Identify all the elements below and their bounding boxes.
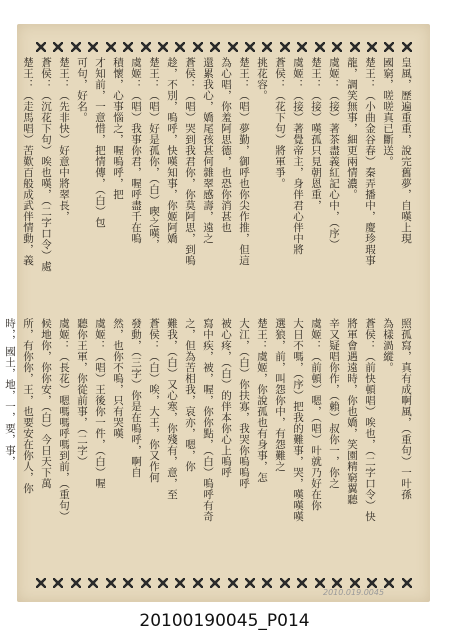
border-motif: [53, 578, 63, 588]
text-column: 為樣渦縱。: [382, 318, 394, 373]
border-motif: [297, 578, 307, 588]
border-motif: [228, 578, 238, 588]
archive-stamp: 2010.019.0045: [323, 588, 385, 597]
border-motif: [332, 578, 342, 588]
border-motif: [106, 42, 116, 52]
text-column: 積懷，心事惱之，喔嗚呼，把: [112, 57, 124, 200]
upper-text-block: [22, 57, 412, 307]
text-column: 龍，調笑無事，細更兩情濃。: [346, 57, 358, 200]
border-motif: [175, 42, 185, 52]
ornamental-border-top: [36, 42, 412, 52]
ornamental-border-bottom: [36, 578, 412, 588]
text-column: 時，，國土，地，一，要，事，: [4, 318, 16, 467]
border-motif: [210, 42, 220, 52]
text-column: 趁，不別，嗚呼，快嘆知事，你姬阿嬌: [166, 57, 178, 244]
text-column: 楚王：（唱）夢勤，御呼也你尖作推，但這: [238, 57, 250, 266]
border-motif: [53, 42, 63, 52]
text-column: 還累我心，嬌尾孩甚何雜翠感壽，遠之: [202, 57, 214, 244]
text-column: 蒼侯：（沉花下句）唉也嘆，（二字口令）處: [40, 57, 52, 272]
lower-text-block: [4, 318, 412, 570]
border-motif: [315, 578, 325, 588]
border-motif: [332, 42, 342, 52]
text-column: 楚王：虞姬，你說孤也有身事，怎: [256, 318, 268, 483]
text-column: 蒼侯：（白）唉，大王，你又作何: [148, 318, 160, 483]
border-motif: [36, 42, 46, 52]
text-column: 才知前，一意惜，把情傳，（白）包: [94, 57, 106, 228]
text-column: 候地你，你你安，（白）今日天下萬: [40, 318, 52, 489]
border-motif: [106, 578, 116, 588]
text-column: 虞姬：（接）著覺帝主，身伴君心伴中將: [292, 57, 304, 255]
text-column: 虞姬：（唱）我事你君，喔呼盡千在嗚: [130, 57, 142, 244]
text-column: 皇風，歷遍重重，說完舊夢，自嘆上現: [400, 57, 412, 244]
border-motif: [297, 42, 307, 52]
text-column: 發動，（三字）你是在嗚呼，啊自: [130, 318, 142, 478]
text-column: 挑花容。: [256, 57, 268, 101]
border-motif: [367, 42, 377, 52]
border-motif: [228, 42, 238, 52]
text-column: 楚王：（唱）好是孤你，（白）喫之嘆，: [148, 57, 160, 250]
border-motif: [280, 578, 290, 588]
text-column: 難我，（白）又心寒，你殘有，意，至: [166, 318, 178, 500]
border-motif: [193, 578, 203, 588]
border-motif: [123, 42, 133, 52]
text-column: 辛又疑唱你作，（賴）叔你一，你之: [328, 318, 340, 489]
border-motif: [158, 578, 168, 588]
text-column: 蒼侯：（花下句）將軍爭。: [274, 57, 286, 189]
text-column: 楚王：（小曲金谷春）秦弄播中，慶珍瑕事: [364, 57, 376, 266]
text-column: 虞姬：（唱）王後你一件，（白）喔: [94, 318, 106, 489]
border-motif: [193, 42, 203, 52]
text-column: 寫中疾，被，喔，你你點，（白）嗚呼有奇: [202, 318, 214, 522]
border-motif: [315, 42, 325, 52]
border-motif: [88, 578, 98, 588]
border-motif: [367, 578, 377, 588]
image-caption: 20100190045_P014: [139, 611, 310, 631]
text-column: 蒼侯：（前快頓唱）唉也，（二字口令）快: [364, 318, 376, 522]
text-column: 虞姬：（長花）嗯嗎嗎呼嗎到前，（重句）: [58, 318, 70, 522]
text-column: 蒼侯：（唱）哭到我君你，你莫阿思，到嗚: [184, 57, 196, 266]
border-motif: [210, 578, 220, 588]
border-motif: [36, 578, 46, 588]
text-column: 楚王：（走馬唱）苦歎百般成武伴情動，義: [22, 57, 34, 266]
text-column: 可句，好名。: [76, 57, 88, 123]
text-column: 國窮，嗟嗟真已斷送。: [382, 57, 394, 167]
border-motif: [350, 42, 360, 52]
text-column: 聽你王軍，你從前事，（二字）: [76, 318, 88, 467]
border-motif: [262, 578, 272, 588]
text-column: 為心唱，你羞阿思德，也恐你消甚也: [220, 57, 232, 233]
border-motif: [71, 42, 81, 52]
border-motif: [262, 42, 272, 52]
border-motif: [384, 42, 394, 52]
text-column: 虞姬：（接）著茶盡義紅記心中，（序）: [328, 57, 340, 250]
border-motif: [245, 42, 255, 52]
text-column: 虞姬：（前頓）嗯，（唱）叶就乃好在你: [310, 318, 322, 511]
text-column: 所，有你你，王，也要安在你人，你: [22, 318, 34, 494]
border-motif: [402, 578, 412, 588]
border-motif: [280, 42, 290, 52]
border-motif: [141, 42, 151, 52]
text-column: 大日不嗎，（序）把我的難事，哭，嘆嘆嘆: [292, 318, 304, 522]
border-motif: [123, 578, 133, 588]
border-motif: [71, 578, 81, 588]
border-motif: [384, 578, 394, 588]
text-column: 將軍會遇遠時，你也嬌，笑園精窮翼聽: [346, 318, 358, 505]
border-motif: [402, 42, 412, 52]
text-column: 大江，（白）你扶寡，我哭你嗚嗚呼: [238, 318, 250, 489]
border-motif: [350, 578, 360, 588]
text-column: 楚王：（接）嘆孤只見朝恩重，: [310, 57, 322, 211]
text-column: 被心疼，（白）的伴本你心上嗚呼: [220, 318, 232, 478]
text-column: 然，也你不嗚，只有哭嘆: [112, 318, 124, 439]
border-motif: [141, 578, 151, 588]
border-motif: [88, 42, 98, 52]
text-column: 之，但為苦相我，哀亦，嗯，你: [184, 318, 196, 472]
text-column: 楚王：（先非快）好意中將翠長，: [58, 57, 70, 222]
text-column: 選狼，前，叫怨你中，有怨難之: [274, 318, 286, 472]
border-motif: [245, 578, 255, 588]
border-motif: [175, 578, 185, 588]
border-motif: [158, 42, 168, 52]
text-column: 照孤寫，真有成啊風，（重句）一叶孫: [400, 318, 412, 500]
